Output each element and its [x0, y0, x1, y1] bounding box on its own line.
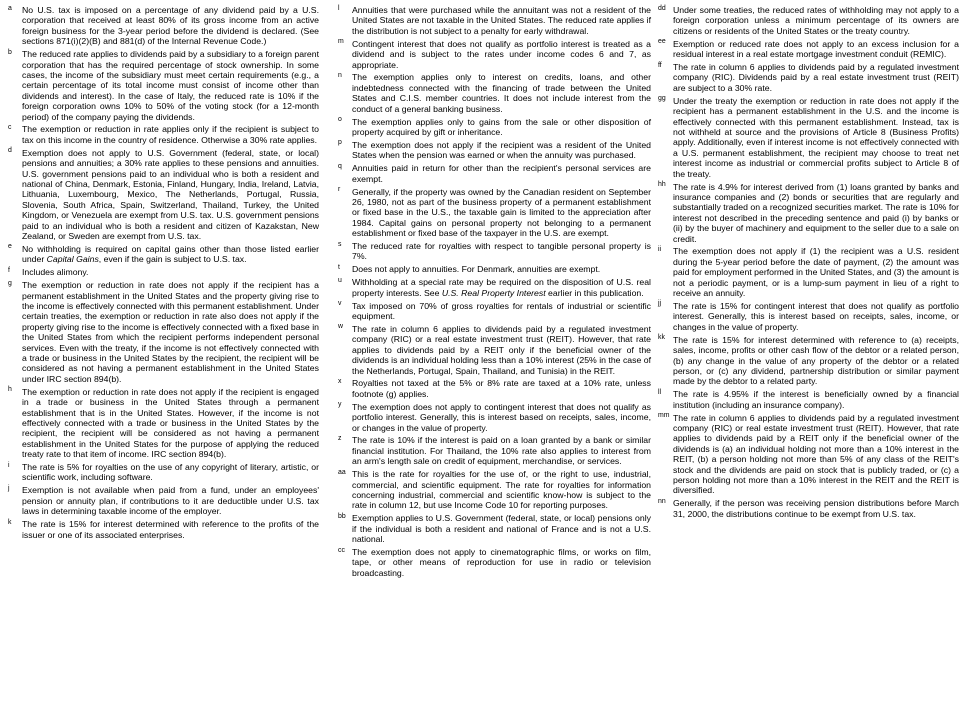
footnote-marker: i — [8, 461, 10, 469]
footnote-text: Generally, if the person was receiving pension distributions before March 31, 2000, the distributions continue to be exempt from U.S. tax. — [673, 498, 959, 519]
footnote-text: The rate in column 6 applies to dividends paid by a regulated investment company (RIC) or a real estate investment trust (REIT). However, that rate applies to dividends paid by a REIT only if the beneficial owner of the dividends is an individual holding less than a 10% interest (25% in the case of the Netherlands, Portugal, Spain, Thailand, and Tunisia) in the REIT. — [352, 323, 651, 376]
footnote-text: Royalties not taxed at the 5% or 8% rate are taxed at a 10% rate, unless footnote (g) applies. — [352, 378, 651, 399]
footnote-marker: y — [338, 401, 342, 409]
footnote-item — [8, 148, 319, 242]
footnote-item — [658, 96, 959, 179]
footnote-marker: bb — [338, 512, 346, 520]
footnote-text: Under the treaty the exemption or reduction in rate does not apply if the recipient has a permanent establishment in the U.S. and the income is effectively connected with this permanent establishment. Instead, tax is not withheld at source and the provisions of Article 8 (Business Profits) apply. Additionally, even if interest income is not effectively connected with a U.S. permanent establishment, the recipient may choose to treat net interest income as industrial or commercial profits subject to Article 8 of the treaty. — [673, 95, 959, 179]
footnote-item — [8, 244, 319, 265]
footnote-item — [338, 39, 651, 70]
footnote-item — [8, 387, 319, 460]
footnote-text: The exemption applies only to gains from the sale or other disposition of property acquired by gift or inheritance. — [352, 116, 651, 137]
footnote-marker: s — [338, 240, 342, 248]
footnote-text: The exemption or reduction in rate does not apply if the recipient is engaged in a trade or business in the United States through a permanent establishment that is in the United States. However, if the income is not effectively connected with a trade or business in the United States by the recipient, the recipient will be considered as not having a permanent establishment in the United States for the purpose of applying the reduced treaty rate to that item of income. IRC section 894(b). — [22, 386, 319, 460]
footnote-item — [658, 62, 959, 93]
footnote-text: Does not apply to annuities. For Denmark, annuities are exempt. — [352, 264, 601, 275]
footnote-marker: dd — [658, 4, 666, 12]
footnote-marker: k — [8, 518, 12, 526]
footnote-item — [658, 246, 959, 298]
footnote-marker: v — [338, 300, 342, 308]
footnote-marker: r — [338, 186, 341, 193]
footnote-text: Exemption does not apply to U.S. Government (federal, state, or local) pensions and annuities; a 30% rate applies to these pensions and annuities. U.S. government pensions paid to an individual who is both a resident and national of China, Denmark, Estonia, Finland, Hungary, India, Ireland, Latvia, Lithuania, Luxembourg, Mexico, The Netherlands, Portugal, Russia, Slovenia, South Africa, Spain, Switzerland, Thailand, Turkey, the United Kingdom, or Venezuela are exempt from U.S. tax. U.S. government pensions paid to an individual who is both a resident and citizen of Kazakstan, New Zealand, or Sweden are exempt from U.S. tax. — [22, 147, 319, 242]
footnote-text: The reduced rate for royalties with respect to tangible personal property is 7%. — [352, 241, 651, 262]
footnote-marker: f — [8, 266, 10, 274]
footnote-item — [338, 117, 651, 138]
footnote-text: Withholding at a special rate may be required on the disposition of U.S. real property interests. See U.S. Real Property Interest earlier in this publication. — [352, 277, 651, 298]
footnote-marker: t — [338, 263, 340, 271]
footnote-item — [658, 335, 959, 387]
footnote-text: The rate is 4.95% if the interest is beneficially owned by a financial institution (including an insurance company). — [673, 389, 959, 410]
footnote-item — [338, 402, 651, 433]
footnote-marker: h — [8, 386, 12, 394]
footnote-marker: n — [338, 71, 342, 79]
footnote-item — [338, 140, 651, 161]
footnotes-column-1 — [8, 5, 319, 542]
footnote-marker: gg — [658, 95, 666, 103]
footnote-marker: cc — [338, 546, 345, 554]
footnote-marker: u — [338, 276, 342, 284]
footnote-item — [8, 485, 319, 516]
footnote-text: The rate is 4.9% for interest derived from (1) loans granted by banks and insurance companies and (2) bonds or securities that are regularly and substantially traded on a recognized securities market. The rate is 10% for interest not described in the preceding sentence and paid (i) by banks or (ii) by the buyer of machinery and equipment to the seller due to a sale on credit. — [673, 181, 959, 244]
footnote-item — [338, 72, 651, 114]
footnote-item — [338, 547, 651, 578]
footnote-text: Exemption is not available when paid from a fund, under an employees' pension or annuity plan, if contributions to it are deductible under U.S. tax laws in determining taxable income of the employer. — [22, 485, 319, 517]
footnote-item — [658, 301, 959, 332]
footnote-text: The reduced rate applies to dividends paid by a subsidiary to a foreign parent corporation that has the required percentage of stock ownership. In some cases, the income of the subsidiary must meet certain requirements (e.g., a certain percentage of its total income must consist of income other than dividends and interest). In the case of Italy, the reduced rate is 10% if the foreign corporation owns 10% to 50% of the voting stock (for a 12-month period) of the company paying the dividends. — [22, 49, 320, 122]
footnote-marker: ii — [658, 245, 662, 253]
footnote-text: The exemption does not apply if (1) the recipient was a U.S. resident during the 5-year period before the date of payment, (2) the amount was paid for employment performed in the United States, and (3) the amount is not a periodic payment, or is a lump-sum payment in lieu of a right to receive an annuity. — [673, 246, 959, 299]
footnote-marker: hh — [658, 181, 666, 188]
footnote-text: Contingent interest that does not qualify as portfolio interest is treated as a dividend and is subject to the rates under income codes 6 and 7, as appropriate. — [352, 38, 651, 70]
footnote-item — [658, 498, 959, 519]
footnote-marker: j — [8, 484, 10, 492]
footnote-text: The rate is 15% for interest determined with reference to the profits of the issuer or one of its associated enterprises. — [22, 519, 319, 540]
footnote-item — [338, 435, 651, 466]
footnote-item — [338, 163, 651, 184]
footnote-item — [8, 280, 319, 384]
footnote-item — [338, 277, 651, 298]
footnote-text: Generally, if the property was owned by the Canadian resident on September 26, 1980, not as part of the business property of a permanent establishment or fixed base in the U.S., the taxable gain is limited to the appreciation after 1984. Capital gains on personal property not belonging to a permanent establishment or fixed base of the taxpayer in the U.S. are exempt. — [352, 186, 651, 239]
footnote-text: The exemption or reduction in rate applies only if the recipient is subject to tax on this income in the country of residence. Otherwise a 30% rate applies. — [22, 124, 319, 145]
footnote-item — [8, 49, 319, 122]
footnote-text: The exemption does not apply to cinematographic films, or works on film, tape, or other means of reproduction for use in radio or television broadcasting. — [352, 547, 651, 578]
footnote-marker: w — [338, 323, 343, 331]
footnote-item — [338, 324, 651, 376]
footnote-marker: z — [338, 434, 342, 442]
footnote-text: The rate in column 6 applies to dividends paid by a regulated investment company (RIC). Dividends paid by a real estate investment trust (REIT) are subject to a 30% rate. — [673, 62, 959, 93]
footnote-item — [338, 378, 651, 399]
footnote-item — [338, 264, 651, 274]
footnote-item — [338, 187, 651, 239]
footnote-text: The rate is 15% for contingent interest that does not qualify as portfolio interest. Generally, this is interest based on receipts, sales, income, or changes in the value of property. — [673, 300, 959, 332]
footnote-marker: b — [8, 48, 12, 56]
footnotes-column-2 — [338, 5, 651, 581]
footnote-marker: q — [338, 162, 342, 170]
footnote-text: The exemption does not apply if the recipient was a resident of the United States when the pension was earned or when the annuity was purchased. — [352, 139, 651, 161]
footnote-marker: nn — [658, 497, 666, 505]
footnote-marker: aa — [338, 468, 346, 476]
footnote-item — [658, 413, 959, 496]
footnote-marker: g — [8, 279, 12, 287]
footnote-item — [338, 469, 651, 511]
footnote-item — [658, 389, 959, 410]
footnote-item — [338, 301, 651, 322]
footnote-marker: p — [338, 139, 342, 147]
footnote-text: Under some treaties, the reduced rates of withholding may not apply to a foreign corporation unless a minimum percentage of its owners are citizens or residents of the United States or the treaty country. — [673, 5, 959, 36]
footnote-text: The exemption does not apply to contingent interest that does not qualify as portfolio interest. Generally, this is interest based on receipts, sales, income, or changes in the value of property. — [352, 401, 651, 433]
footnote-text: Exemption or reduced rate does not apply to an excess inclusion for a residual interest in a real estate mortgage investment conduit (REMIC). — [673, 38, 959, 60]
footnote-item — [8, 5, 319, 47]
footnote-text: Annuities that were purchased while the annuitant was not a resident of the United States are not taxable in the United States. The reduced rate applies if the distribution is not subject to a penalty for early withdrawal. — [352, 5, 651, 36]
footnote-marker: ee — [658, 38, 666, 46]
footnote-item — [658, 182, 959, 244]
footnote-marker: c — [8, 123, 12, 131]
footnote-item — [658, 39, 959, 60]
footnote-marker: l — [338, 4, 340, 12]
footnote-text: The rate is 5% for royalties on the use of any copyright of literary, artistic, or scientific work, including software. — [22, 462, 319, 483]
footnote-text: No withholding is required on capital gains other than those listed earlier under Capital Gains, even if the gain is subject to U.S. tax. — [22, 243, 319, 265]
footnote-item — [658, 5, 959, 36]
footnote-marker: mm — [658, 412, 670, 420]
footnote-text: The rate in column 6 applies to dividends paid by a regulated investment company (RIC) or real estate investment trust (REIT). However, that rate applies to dividends paid by a REIT only if the beneficial owner of the dividends is (a) an individual holding not more than a 10% interest in the REIT, (b) a person holding not more than 5% of any class of the REIT's stock and the dividends are paid on stock that is publicly traded, or (c) a person holding not more than a 10% interest in the REIT and the REIT is diversified. — [673, 412, 959, 496]
footnote-text: Exemption applies to U.S. Government (federal, state, or local) pensions only if the individual is both a resident and national of France and is not a U.S. national. — [352, 513, 651, 545]
footnote-marker: e — [8, 243, 12, 251]
footnote-marker: o — [338, 116, 342, 124]
footnote-marker: d — [8, 147, 12, 155]
footnote-text: Includes alimony. — [22, 267, 89, 278]
footnote-item — [8, 519, 319, 540]
footnote-text: The exemption or reduction in rate does not apply if the recipient has a permanent establishment in the United States and the property giving rise to the income is effectively connected with this permanent establishment. Under certain treaties, the exemption or reduction in rate also does not apply if the property giving rise to the income is effectively connected with a fixed base in the United States from which the recipient performs independent personal services. Even with the treaty, if the income is not effectively connected with a trade or business in the United States by the recipient, the recipient will be considered as not having a permanent establishment in the United States under IRC section 894(b). — [22, 280, 319, 384]
footnote-item — [338, 513, 651, 544]
footnote-item — [338, 5, 651, 36]
footnote-marker: a — [8, 4, 12, 12]
footnote-item — [8, 267, 319, 277]
footnote-text: The rate is 10% if the interest is paid on a loan granted by a bank or similar financial institution. For Thailand, the 10% rate also applies to interest from an arm's length sale on credit of equipment, merchandise, or services. — [352, 435, 651, 467]
footnote-marker: m — [338, 38, 344, 46]
footnote-text: The exemption applies only to interest on credits, loans, and other indebtedness connected with the financing of trade between the United States and C.I.S. member countries. It does not include interest from the conduct of a general banking business. — [352, 72, 651, 114]
footnote-item — [8, 462, 319, 483]
footnote-text: This is the rate for royalties for the use of, or the right to use, industrial, commercial, and scientific equipment. The rate for royalties for information concerning industrial, commercial and scientific know-how is subject to the rate in column 12, but use Income Code 10 for reporting purposes. — [352, 469, 651, 511]
footnote-text: Tax imposed on 70% of gross royalties for rentals of industrial or scientific equipment. — [352, 300, 651, 321]
footnote-marker: jj — [658, 300, 662, 308]
footnote-marker: ll — [658, 388, 662, 396]
footnote-text: Annuities paid in return for other than the recipient's personal services are exempt. — [352, 163, 651, 184]
footnote-text: The rate is 15% for interest determined with reference to (a) receipts, sales, income, profits or other cash flow of the debtor or a related person, (b) any change in the value of any property of the debtor or a related person, or (c) any dividend, partnership distribution or similar payment made by the debtor to a related party. — [673, 334, 959, 387]
footnote-text: No U.S. tax is imposed on a percentage of any dividend paid by a U.S. corporation that received at least 80% of its gross income from an active foreign business for the 3-year period before the dividend is declared. (See sections 871(i)(2)(B) and 881(d) of the Internal Revenue Code.) — [22, 5, 319, 47]
footnote-item — [338, 241, 651, 262]
footnote-marker: kk — [658, 334, 665, 342]
footnote-marker: ff — [658, 61, 662, 69]
footnote-marker: x — [338, 377, 342, 385]
footnote-item — [8, 124, 319, 145]
footnotes-column-3 — [658, 5, 959, 522]
